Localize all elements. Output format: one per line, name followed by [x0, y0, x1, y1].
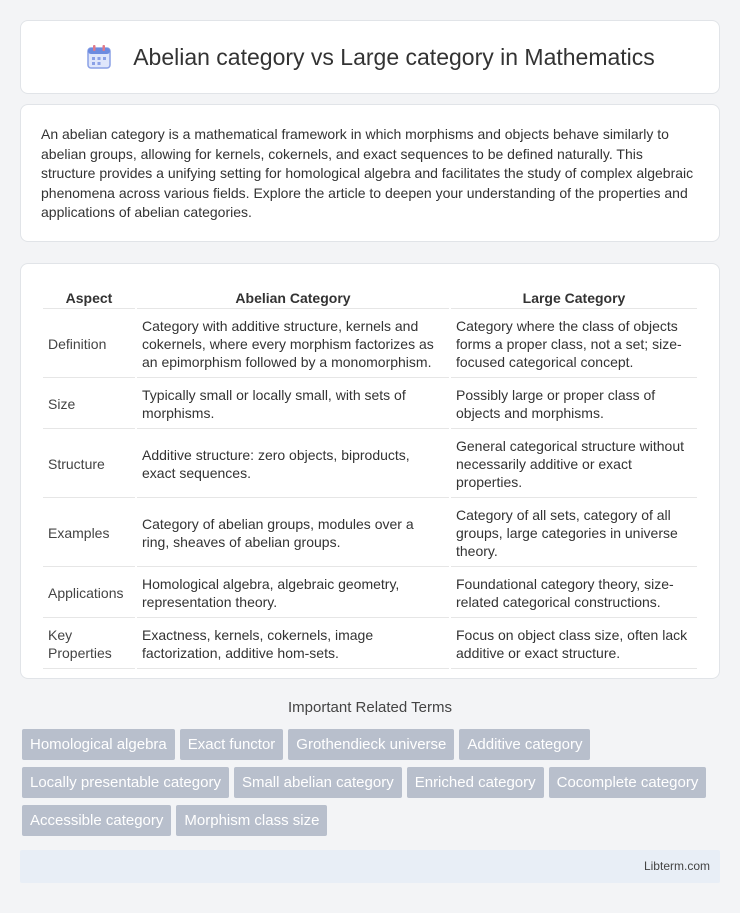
page-title: Abelian category vs Large category in Mathematics — [133, 43, 655, 70]
row-large: Category of all sets, category of all groups, large categories in universe theory. — [451, 500, 697, 567]
related-term-tag[interactable]: Morphism class size — [176, 805, 327, 836]
row-aspect: Applications — [43, 569, 135, 618]
row-abelian: Typically small or locally small, with sets of morphisms. — [137, 380, 449, 429]
related-terms-list — [22, 729, 722, 843]
intro-card — [20, 104, 720, 242]
table-row — [43, 311, 697, 378]
row-abelian: Homological algebra, algebraic geometry, representation theory. — [137, 569, 449, 618]
related-term-tag[interactable]: Homological algebra — [22, 729, 175, 760]
row-large: Foundational category theory, size-related categorical constructions. — [451, 569, 697, 618]
row-abelian: Category of abelian groups, modules over a ring, sheaves of abelian groups. — [137, 500, 449, 567]
footer — [20, 850, 720, 883]
row-abelian: Additive structure: zero objects, biproducts, exact sequences. — [137, 431, 449, 498]
related-term-tag[interactable]: Enriched category — [407, 767, 544, 798]
related-term-tag[interactable]: Small abelian category — [234, 767, 402, 798]
title-card — [20, 20, 720, 94]
table-row — [43, 380, 697, 429]
related-term-tag[interactable]: Additive category — [459, 729, 590, 760]
related-term-tag[interactable]: Grothendieck universe — [288, 729, 454, 760]
comparison-table — [41, 284, 699, 671]
calendar-grid-icon — [85, 43, 113, 71]
related-term-tag[interactable]: Accessible category — [22, 805, 171, 836]
related-term-tag[interactable]: Locally presentable category — [22, 767, 229, 798]
row-large: General categorical structure without necessarily additive or exact properties. — [451, 431, 697, 498]
header-large: Large Category — [451, 286, 697, 309]
row-large: Category where the class of objects forms a proper class, not a set; size-focused categorical concept. — [451, 311, 697, 378]
intro-text: An abelian category is a mathematical framework in which morphisms and objects behave similarly to abelian groups, allowing for kernels, cokernels, and exact sequences to be defined naturally. This structure provides a unifying setting for homological algebra and facilitates the study of complex algebraic phenomena across various fields. Explore the article to deepen your understanding of the properties and applications of abelian categories. — [41, 126, 694, 221]
table-row — [43, 431, 697, 498]
row-aspect: Examples — [43, 500, 135, 567]
row-abelian: Category with additive structure, kernels and cokernels, where every morphism factorizes as an epimorphism followed by a monomorphism. — [137, 311, 449, 378]
table-row — [43, 620, 697, 669]
footer-site-link[interactable]: Libterm.com — [643, 859, 710, 873]
table-row — [43, 569, 697, 618]
related-term-tag[interactable]: Cocomplete category — [549, 767, 707, 798]
header-aspect: Aspect — [43, 286, 135, 309]
row-aspect: Structure — [43, 431, 135, 498]
header-abelian: Abelian Category — [137, 286, 449, 309]
row-large: Possibly large or proper class of objects and morphisms. — [451, 380, 697, 429]
row-aspect: Size — [43, 380, 135, 429]
row-abelian: Exactness, kernels, cokernels, image factorization, additive hom-sets. — [137, 620, 449, 669]
table-header-row — [43, 286, 697, 309]
comparison-card — [20, 263, 720, 679]
row-large: Focus on object class size, often lack additive or exact structure. — [451, 620, 697, 669]
table-row — [43, 500, 697, 567]
row-aspect: Definition — [43, 311, 135, 378]
related-term-tag[interactable]: Exact functor — [180, 729, 284, 760]
row-aspect: Key Properties — [43, 620, 135, 669]
related-terms-title: Important Related Terms — [288, 699, 452, 716]
